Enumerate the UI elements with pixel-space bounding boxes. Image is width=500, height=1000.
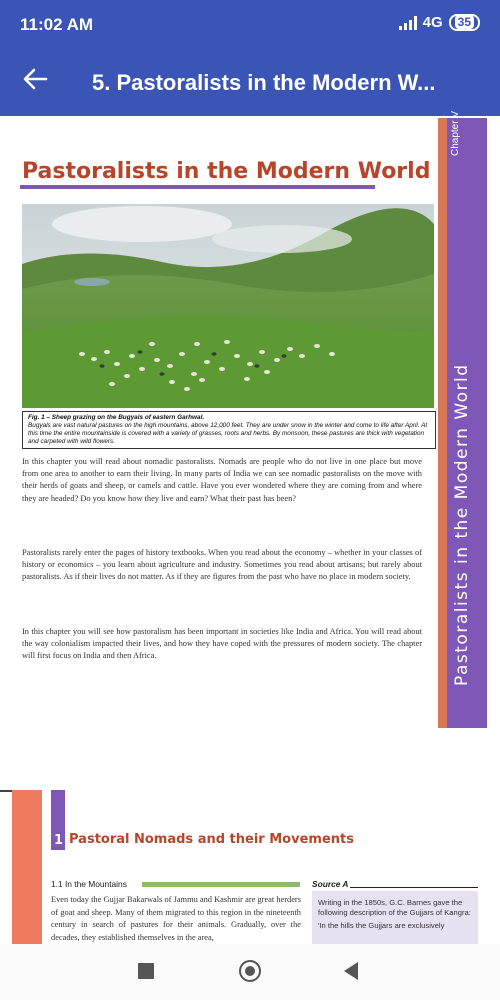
- book-page-2: [0, 760, 500, 944]
- caption-head: Fig. 1 – Sheep grazing on the Bugyals of eastern Garhwal.: [28, 414, 205, 421]
- triangle-back-icon[interactable]: [344, 962, 358, 980]
- battery-level: 35: [455, 15, 474, 29]
- navigation-bar: [0, 944, 500, 1000]
- network-type: 4G: [422, 14, 443, 31]
- status-time: 11:02 AM: [20, 15, 94, 34]
- app-bar: [0, 0, 500, 116]
- source-quote: 'In the hills the Gujjars are exclusively: [318, 921, 445, 930]
- side-title-label: Pastoralists in the Modern World: [452, 363, 472, 686]
- source-box: [312, 891, 478, 945]
- source-intro: Writing in the 1850s, G.C. Barnes gave the following description of the Gujjars of Kangra:: [318, 898, 471, 917]
- section-title: Pastoral Nomads and their Movements: [69, 832, 354, 847]
- title-underline: [20, 185, 375, 189]
- side-chapter-label: Chapter V: [450, 110, 461, 156]
- side-stripe-orange: [12, 790, 42, 950]
- chapter-title: Pastoralists in the Modern World: [22, 159, 431, 184]
- source-rule: [350, 887, 478, 888]
- page-edge-rule: [0, 790, 12, 792]
- square-icon[interactable]: [138, 963, 154, 979]
- circle-icon[interactable]: [239, 960, 261, 982]
- section-body: Even today the Gujjar Bakarwals of Jammu and Kashmir are great herders of goat and sheep. Many of them migrated to this region in the nineteenth century in search of pastures for their animals. Gradually, over the decades, they established themselves in the area,: [51, 895, 301, 942]
- caption-body: Bugyals are vast natural pastures on the high mountains, above 12,000 feet. They are under snow in the winter and come to life after April. At this time the entire mountainside is covered with a variety of grasses, roots and herbs. By monsoon, these pastures are thick with vegetation and carpeted with wild flowers.: [28, 422, 428, 445]
- paragraph: In this chapter you will read about nomadic pastoralists. Nomads are people who do not live in one place but move from one area to another to earn their living. In many parts of India we can see nomadic pastoralists on the move with their herds of goats and sheep, or camels and cattle. Have you ever wondered where they are coming from and where they are headed? Do you know how they live and earn? What their past has been?: [22, 457, 422, 503]
- signal-icon: [399, 16, 417, 30]
- battery-icon: [449, 14, 480, 31]
- sheep-grazing-photo: [22, 204, 434, 408]
- status-icons: [399, 14, 480, 31]
- subsection-rule: [142, 882, 300, 887]
- section-number: 1: [54, 833, 64, 848]
- side-stripe-orange: [438, 118, 447, 728]
- paragraph: Pastoralists rarely enter the pages of history textbooks. When you read about the economy – whether in your classes of history or economics – you learn about agriculture and industry. Sometimes you read about artisans; but rarely about pastoralists. As if their lives do not matter. As if they are figures from the past who have no place in modern society.: [22, 548, 422, 582]
- arrow-left-icon[interactable]: [22, 66, 48, 92]
- book-page-1: [0, 110, 500, 728]
- subsection-title: 1.1 In the Mountains: [51, 879, 127, 889]
- app-title: 5. Pastoralists in the Modern W...: [92, 70, 436, 95]
- source-label: Source A: [312, 879, 349, 889]
- paragraph: In this chapter you will see how pastoralism has been important in societies like India and Africa. You will read about the way colonialism impacted their lives, and how they have coped with the pressures of modern society. The chapter will first focus on India and then Africa.: [22, 627, 422, 661]
- figure-caption: [22, 411, 436, 449]
